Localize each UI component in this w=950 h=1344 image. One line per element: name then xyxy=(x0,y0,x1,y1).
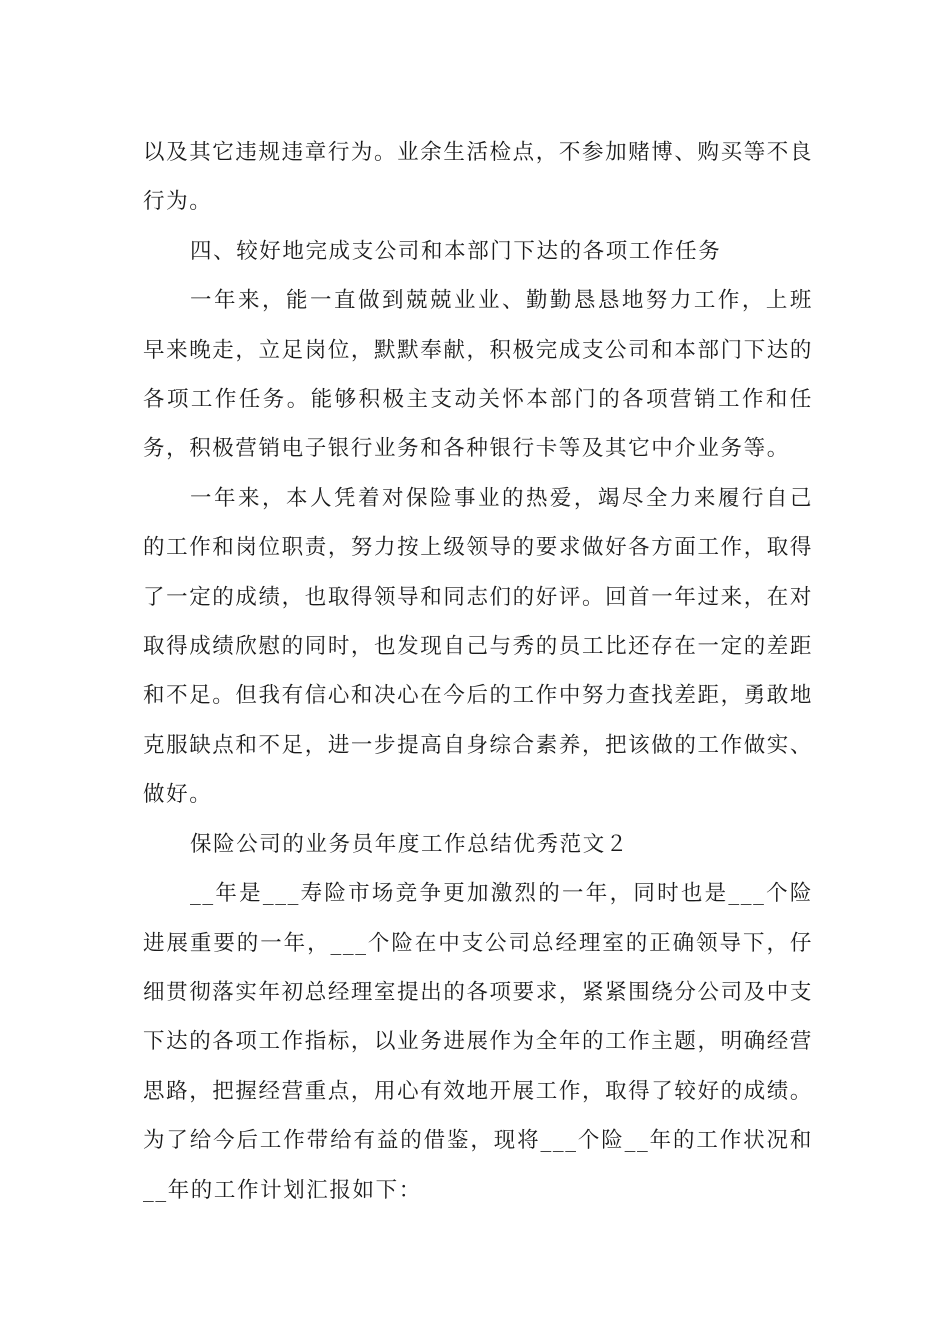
paragraph-1: 以及其它违规违章行为。业余生活检点，不参加赌博、购买等不良行为。 xyxy=(143,140,813,215)
paragraph-6: __年是___寿险市场竞争更加激烈的一年，同时也是___个险进展重要的一年，___个险在中支公司总经理室的正确领导下，仔细贯彻落实年初总经理室提出的各项要求，紧紧围绕分公司及中支下达的各项工作指标，以业务进展作为全年的工作主题，明确经营思路，把握经营重点，用心有效地开展工作，取得了较好的成绩。为了给今后工作带给有益的借鉴，现将___个险__年的工作状况和__年的工作计划汇报如下： xyxy=(143,881,813,1203)
document-body xyxy=(143,128,813,1215)
article-title-2: 保险公司的业务员年度工作总结优秀范文２ xyxy=(190,831,629,857)
paragraph-4: 一年来，本人凭着对保险事业的热爱，竭尽全力来履行自己的工作和岗位职责，努力按上级领导的要求做好各方面工作，取得了一定的成绩，也取得领导和同志们的好评。回首一年过来，在对取得成绩欣慰的同时，也发现自己与秀的员工比还存在一定的差距和不足。但我有信心和决心在今后的工作中努力查找差距，勇敢地克服缺点和不足，进一步提高自身综合素养，把该做的工作做实、做好。 xyxy=(143,485,813,808)
paragraph-3: 一年来，能一直做到兢兢业业、勤勤恳恳地努力工作，上班早来晚走，立足岗位，默默奉献，积极完成支公司和本部门下达的各项工作任务。能够积极主支动关怀本部门的各项营销工作和任务，积极营销电子银行业务和各种银行卡等及其它中介业务等。 xyxy=(143,288,813,462)
section-heading-4: 四、较好地完成支公司和本部门下达的各项工作任务 xyxy=(190,238,722,264)
